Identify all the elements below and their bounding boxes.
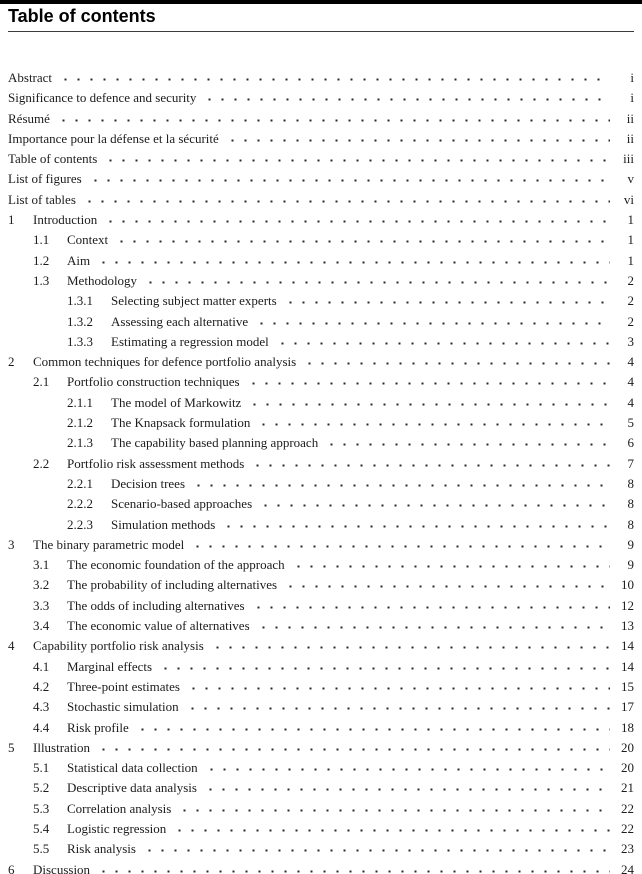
toc-entry-number: 1.3 (33, 272, 50, 288)
toc-entry-number: 3.1 (33, 557, 50, 573)
dot-leader (187, 682, 610, 691)
toc-entry[interactable] (8, 352, 634, 372)
dot-leader (104, 154, 610, 163)
toc-entry-number: 5.4 (33, 820, 50, 836)
toc-entry[interactable] (8, 839, 634, 859)
dot-leader (248, 398, 610, 407)
toc-entry-number: 4.1 (33, 658, 50, 674)
toc-entry-page: 1 (627, 212, 634, 228)
toc-entry-page: 4 (627, 374, 634, 390)
toc-entry-label: The economic value of alternatives (67, 618, 250, 634)
toc-entry[interactable] (8, 230, 634, 250)
toc-entry[interactable] (8, 109, 634, 129)
toc-entry-number: 1.2 (33, 252, 50, 268)
toc-entry-number: 2.2 (33, 455, 50, 471)
toc-entry-label: Context (67, 232, 109, 248)
toc-entry[interactable] (8, 393, 634, 413)
toc-entry-number: 1 (8, 212, 15, 228)
dot-leader (276, 337, 610, 346)
toc-entry-page: 6 (627, 435, 634, 451)
dot-leader (255, 316, 610, 325)
dot-leader (57, 114, 610, 123)
toc-entry-label: Scenario-based approaches (111, 496, 253, 512)
toc-entry[interactable] (8, 149, 634, 169)
toc-entry[interactable] (8, 413, 634, 433)
toc-entry-label: Portfolio risk assessment methods (67, 455, 245, 471)
toc-entry-page: iii (623, 151, 634, 167)
toc-entry-label: Estimating a regression model (111, 333, 269, 349)
toc-entry-page: 13 (621, 618, 634, 634)
toc-entry-label: The probability of including alternatives (67, 577, 278, 593)
toc-entry-number: 4.4 (33, 719, 50, 735)
toc-entry-label: List of figures (8, 171, 82, 187)
toc-entry-page: 4 (627, 354, 634, 370)
dot-leader (192, 479, 610, 488)
toc-entry-number: 4.3 (33, 699, 50, 715)
toc-entry-page: 17 (621, 699, 634, 715)
toc-entry[interactable] (8, 88, 634, 108)
toc-entry-page: 5 (627, 415, 634, 431)
toc-entry-label: The binary parametric model (33, 536, 185, 552)
toc-entry[interactable] (8, 718, 634, 738)
toc-entry[interactable] (8, 758, 634, 778)
toc-entry-number: 1.3.2 (67, 313, 93, 329)
dot-leader (97, 864, 610, 873)
toc-entry-number: 3.3 (33, 597, 50, 613)
toc-entry[interactable] (8, 332, 634, 352)
dot-leader (257, 418, 610, 427)
dot-leader (226, 134, 610, 143)
toc-entry-number: 4 (8, 638, 15, 654)
toc-entry[interactable] (8, 190, 634, 210)
toc-entry[interactable] (8, 819, 634, 839)
toc-entry-number: 2 (8, 354, 15, 370)
toc-entry-page: 9 (627, 536, 634, 552)
toc-entry-page: 18 (621, 719, 634, 735)
toc-entry-number: 2.1.2 (67, 415, 93, 431)
toc-entry-number: 5.1 (33, 760, 50, 776)
dot-leader (186, 702, 610, 711)
toc-entry-page: 22 (621, 820, 634, 836)
dot-leader (178, 804, 610, 813)
toc-entry[interactable] (8, 372, 634, 392)
toc-entry-page: 7 (627, 455, 634, 471)
toc-entry-label: Significance to defence and security (8, 90, 197, 106)
toc-entry-label: Risk analysis (67, 841, 136, 857)
toc-entry-label: Table of contents (8, 151, 98, 167)
dot-leader (222, 519, 610, 528)
toc-entry-page: 14 (621, 638, 634, 654)
toc-entry-label: The Knapsack formulation (111, 415, 251, 431)
toc-entry-label: Three-point estimates (67, 678, 180, 694)
toc-entry-label: Methodology (67, 272, 138, 288)
toc-entry-page: 12 (621, 597, 634, 613)
dot-leader (252, 601, 610, 610)
toc-entry-label: Logistic regression (67, 820, 167, 836)
toc-entry-page: 20 (621, 760, 634, 776)
toc-entry-page: vi (623, 191, 634, 207)
toc-entry[interactable] (8, 555, 634, 575)
toc-entry[interactable] (8, 657, 634, 677)
dot-leader (83, 195, 610, 204)
dot-leader (292, 560, 610, 569)
toc-entry-page: v (627, 171, 634, 187)
toc-entry-page: i (630, 90, 634, 106)
toc-entry-number: 2.1.1 (67, 394, 93, 410)
toc-entry-label: Decision trees (111, 475, 186, 491)
dot-leader (325, 438, 610, 447)
toc-entry[interactable] (8, 433, 634, 453)
toc-entry[interactable] (8, 616, 634, 636)
toc-entry-number: 2.1.3 (67, 435, 93, 451)
toc-entry-page: i (630, 70, 634, 85)
toc-entry-label: Assessing each alternative (111, 313, 249, 329)
toc-entry-number: 2.2.2 (67, 496, 93, 512)
toc-entry-label: The economic foundation of the approach (67, 557, 285, 573)
dot-leader (211, 641, 610, 650)
toc-entry-number: 5.3 (33, 800, 50, 816)
toc-entry-page: 2 (627, 272, 634, 288)
toc-entry[interactable] (8, 596, 634, 616)
toc-entry-label: Illustration (33, 739, 91, 755)
toc-entry[interactable] (8, 778, 634, 798)
dot-leader (257, 621, 610, 630)
toc-entry-page: 21 (621, 780, 634, 796)
toc-entry-number: 1.1 (33, 232, 50, 248)
toc-entry-label: Marginal effects (67, 658, 153, 674)
toc-list (8, 68, 634, 874)
dot-leader (203, 93, 610, 102)
dot-leader (97, 256, 610, 265)
toc-entry-page: ii (626, 130, 634, 146)
toc-entry-page: ii (626, 110, 634, 126)
toc-entry[interactable] (8, 312, 634, 332)
toc-entry[interactable] (8, 68, 634, 88)
dot-leader (59, 73, 610, 82)
toc-entry-label: Selecting subject matter experts (111, 293, 277, 309)
toc-entry[interactable] (8, 575, 634, 595)
toc-entry[interactable] (8, 210, 634, 230)
toc-entry-label: Portfolio construction techniques (67, 374, 240, 390)
dot-leader (104, 215, 610, 224)
toc-entry-number: 5.2 (33, 780, 50, 796)
toc-entry-label: Risk profile (67, 719, 129, 735)
toc-entry-number: 5.5 (33, 841, 50, 857)
toc-entry[interactable] (8, 251, 634, 271)
toc-entry[interactable] (8, 677, 634, 697)
toc-entry-number: 2.1 (33, 374, 50, 390)
toc-entry-page: 8 (627, 496, 634, 512)
toc-entry-label: Aim (67, 252, 91, 268)
toc-entry-page: 20 (621, 739, 634, 755)
toc-entry-page: 4 (627, 394, 634, 410)
toc-entry-page: 8 (627, 475, 634, 491)
toc-entry-page: 14 (621, 658, 634, 674)
toc-entry-page: 3 (627, 333, 634, 349)
toc-entry-label: Simulation methods (111, 516, 216, 532)
toc-entry-page: 8 (627, 516, 634, 532)
toc-entry-number: 4.2 (33, 678, 50, 694)
toc-entry-page: 9 (627, 557, 634, 573)
toc-entry-page: 2 (627, 293, 634, 309)
dot-leader (247, 377, 610, 386)
toc-entry[interactable] (8, 454, 634, 474)
toc-entry-number: 1.3.1 (67, 293, 93, 309)
dot-leader (97, 743, 610, 752)
toc-entry-page: 24 (621, 861, 634, 874)
dot-leader (136, 722, 610, 731)
dot-leader (191, 540, 610, 549)
toc-entry-label: Importance pour la défense et la sécurité (8, 130, 219, 146)
toc-entry-number: 5 (8, 739, 15, 755)
dot-leader (89, 174, 610, 183)
toc-entry-number: 3.2 (33, 577, 50, 593)
toc-entry-number: 3 (8, 536, 15, 552)
toc-entry-label: Statistical data collection (67, 760, 198, 776)
dot-leader (251, 459, 610, 468)
dot-leader (284, 580, 610, 589)
dot-leader (204, 783, 610, 792)
toc-entry-page: 2 (627, 313, 634, 329)
page-title: Table of contents (8, 4, 634, 32)
toc-entry-number: 2.2.3 (67, 516, 93, 532)
toc-entry-label: Stochastic simulation (67, 699, 179, 715)
toc-entry[interactable] (8, 271, 634, 291)
toc-entry-label: The model of Markowitz (111, 394, 242, 410)
toc-entry[interactable] (8, 697, 634, 717)
toc-entry[interactable] (8, 291, 634, 311)
toc-entry-label: Abstract (8, 70, 53, 85)
toc-entry-page: 1 (627, 252, 634, 268)
toc-entry-label: Descriptive data analysis (67, 780, 197, 796)
dot-leader (159, 662, 610, 671)
dot-leader (259, 499, 610, 508)
toc-entry[interactable] (8, 129, 634, 149)
toc-entry[interactable] (8, 474, 634, 494)
toc-entry[interactable] (8, 636, 634, 656)
toc-entry[interactable] (8, 169, 634, 189)
dot-leader (173, 824, 610, 833)
toc-entry-number: 6 (8, 861, 15, 874)
toc-entry[interactable] (8, 535, 634, 555)
toc-entry-label: Introduction (33, 212, 98, 228)
dot-leader (303, 357, 610, 366)
toc-entry-label: The odds of including alternatives (67, 597, 245, 613)
toc-entry-label: Capability portfolio risk analysis (33, 638, 204, 654)
dot-leader (284, 296, 610, 305)
toc-entry[interactable] (8, 494, 634, 514)
dot-leader (115, 235, 610, 244)
toc-entry[interactable] (8, 799, 634, 819)
toc-entry-page: 10 (621, 577, 634, 593)
toc-entry-number: 3.4 (33, 618, 50, 634)
toc-entry-label: The capability based planning approach (111, 435, 319, 451)
toc-entry-number: 2.2.1 (67, 475, 93, 491)
toc-entry[interactable] (8, 738, 634, 758)
toc-entry[interactable] (8, 515, 634, 535)
toc-entry[interactable] (8, 860, 634, 874)
toc-entry-label: Common techniques for defence portfolio analysis (33, 354, 297, 370)
toc-entry-label: List of tables (8, 191, 76, 207)
dot-leader (205, 763, 610, 772)
dot-leader (143, 844, 610, 853)
toc-entry-label: Correlation analysis (67, 800, 172, 816)
toc-entry-number: 1.3.3 (67, 333, 93, 349)
toc-entry-label: Résumé (8, 110, 50, 126)
dot-leader (144, 276, 610, 285)
toc-entry-page: 22 (621, 800, 634, 816)
toc-entry-page: 1 (627, 232, 634, 248)
toc-entry-page: 23 (621, 841, 634, 857)
toc-entry-page: 15 (621, 678, 634, 694)
toc-entry-label: Discussion (33, 861, 91, 874)
